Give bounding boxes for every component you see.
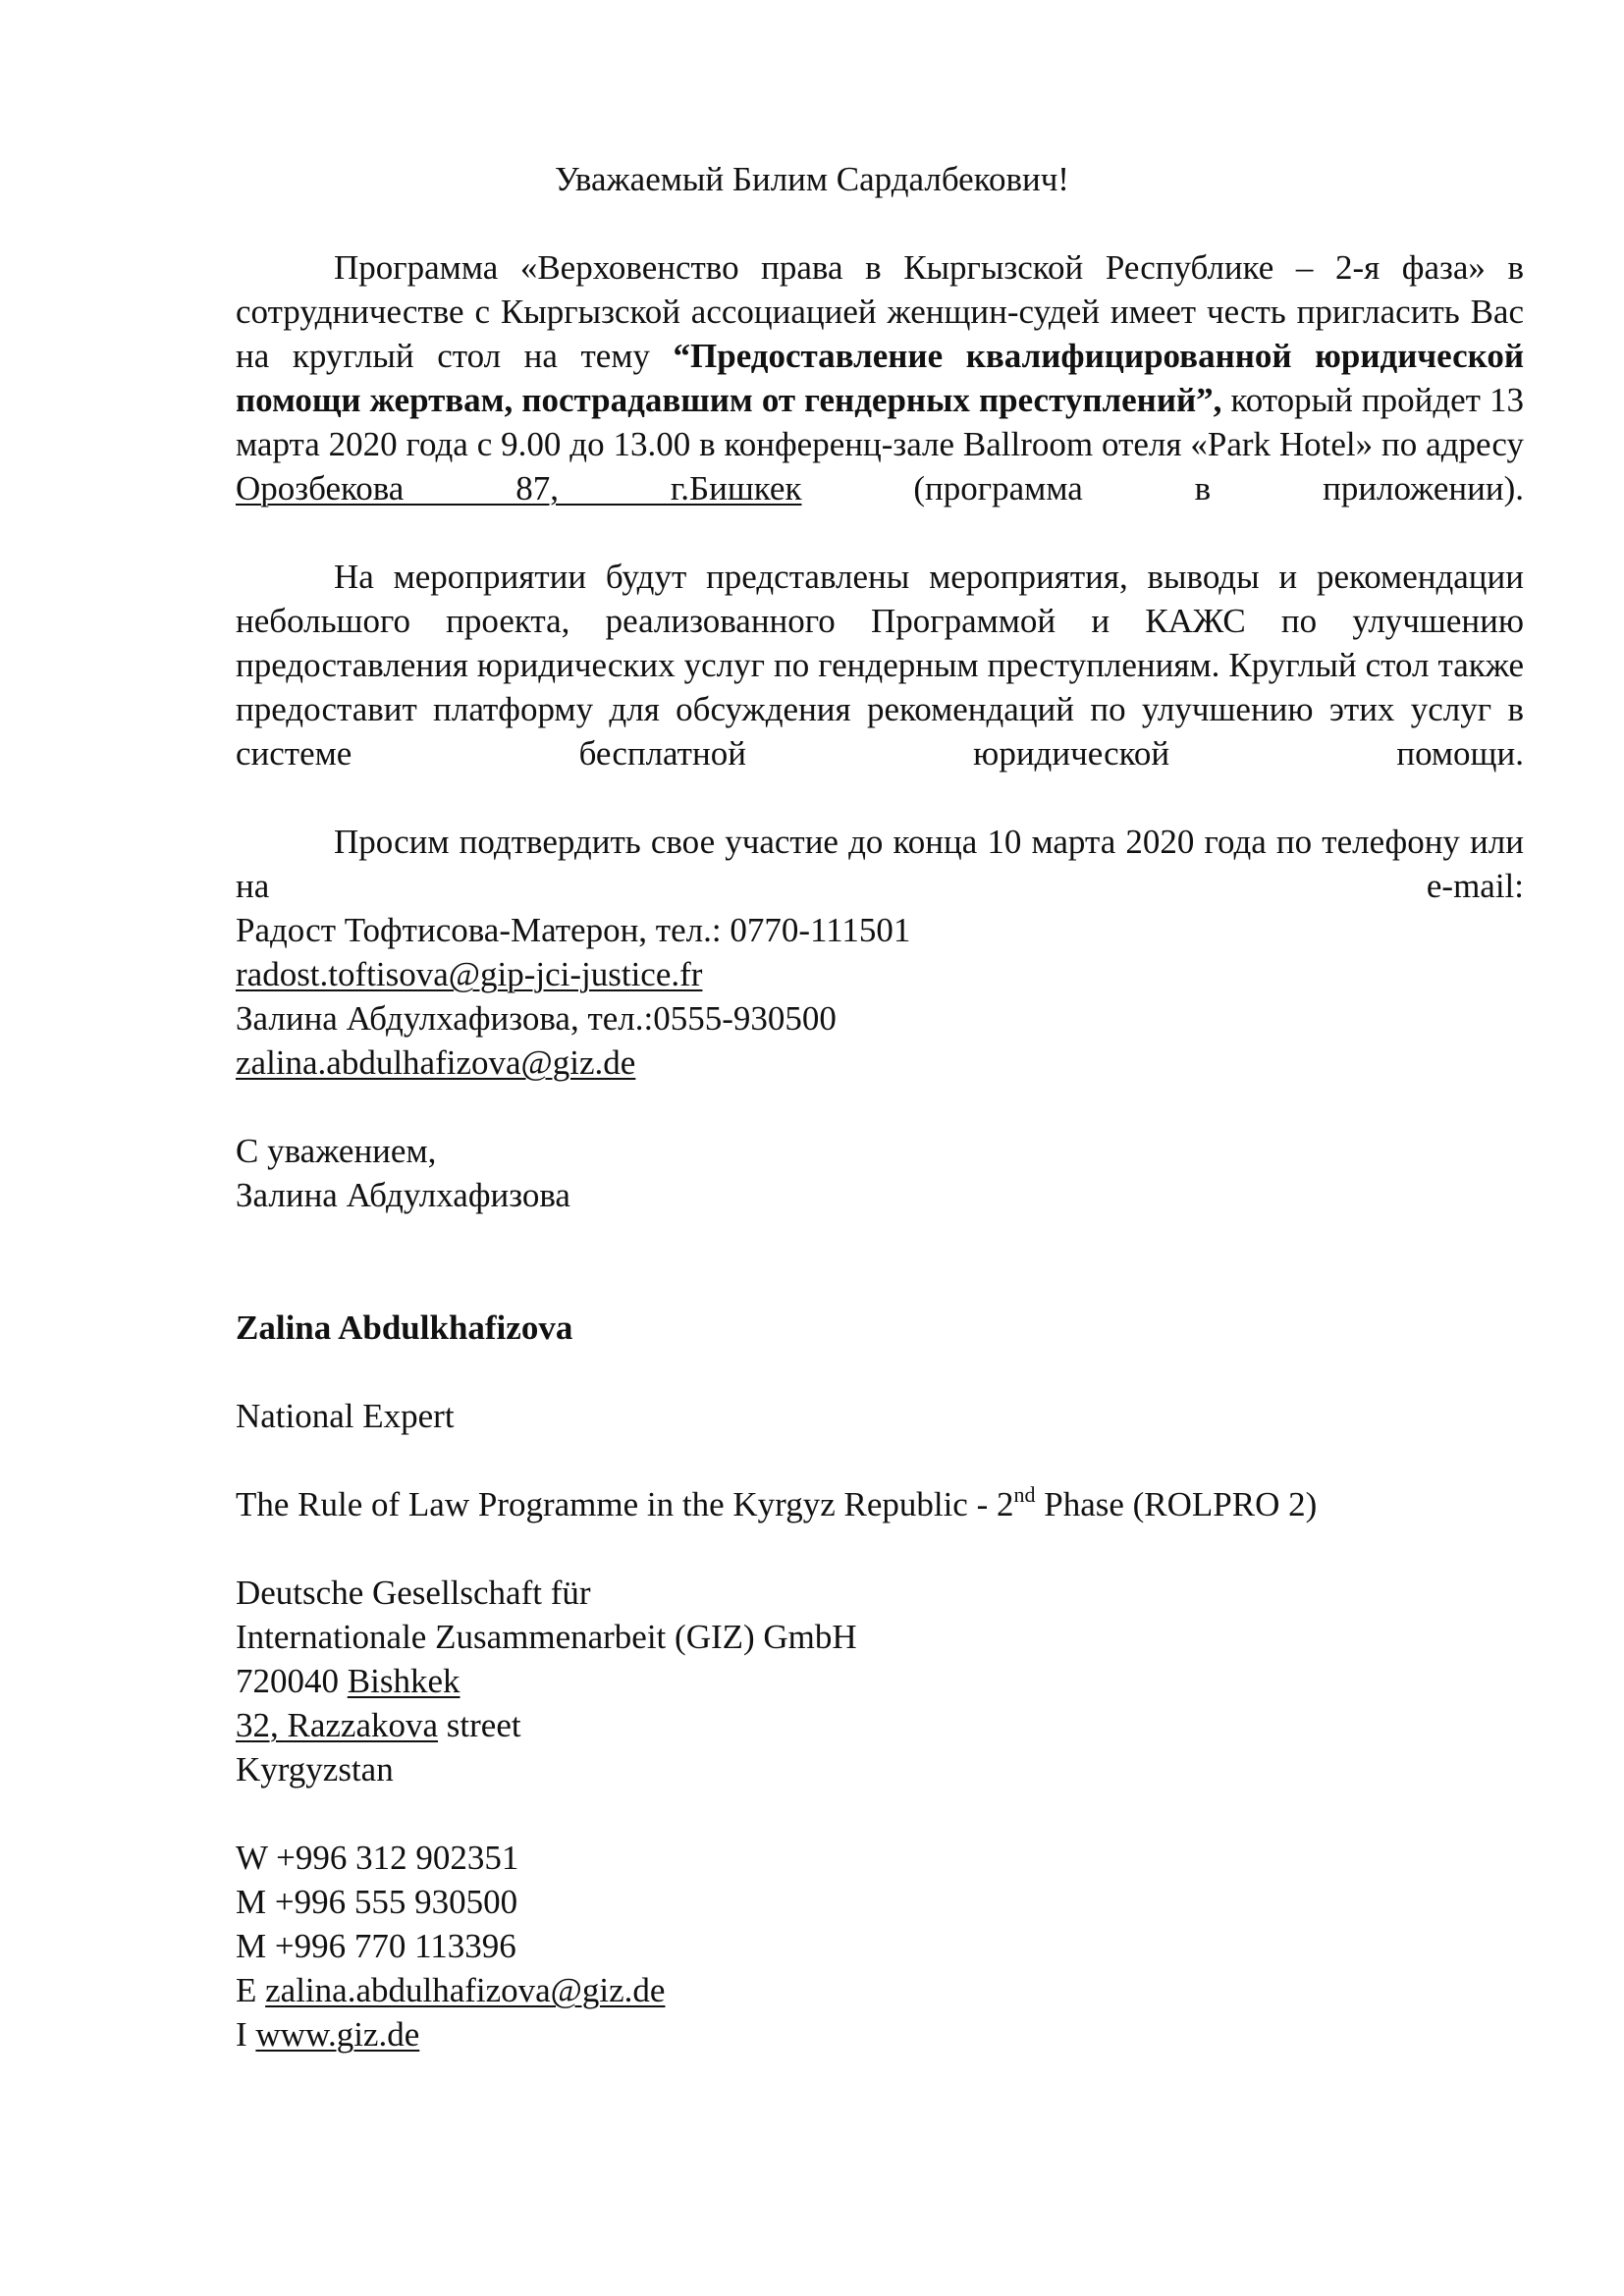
invitation-lead: Программа «Верховенство права в Кыргызской Республике – 2-я фаза» в сотрудничестве с Кыргызской ассоциацией женщин-судей имеет честь пригласить Вас на круглый стол на тему — [236, 248, 1524, 375]
signature-phone-work: W +996 312 902351 — [236, 1839, 519, 1877]
contact-zalina-phone: Залина Абдулхафизова, тел.:0555-930500 — [236, 999, 837, 1038]
event-details: который пройдет 13 марта 2020 года с 9.00 до 13.00 в конференц-зале Ballroom отеля «Park Hotel» по адресу — [236, 381, 1525, 463]
signature-email-link[interactable]: zalina.abdulhafizova@giz.de — [265, 1971, 666, 2009]
signature-org-line2: Internationale Zusammenarbeit (GIZ) GmbH — [236, 1618, 857, 1656]
program-note: (программа в приложении). — [913, 469, 1524, 507]
rsvp-paragraph: Просим подтвердить свое участие до конца 10 марта 2020 года по телефону или на e-mail: — [236, 823, 1524, 905]
signature-phone-mobile-2: M +996 770 113396 — [236, 1927, 516, 1965]
city-link[interactable]: Bishkek — [347, 1662, 460, 1700]
signature-city-line: 720040 Bishkek — [236, 1662, 460, 1700]
closing-name: Залина Абдулхафизова — [236, 1176, 570, 1214]
signature-name: Zalina Abdulkhafizova — [236, 1308, 573, 1347]
signature-street-line: 32, Razzakova street — [236, 1706, 521, 1744]
contact-radost-email-link[interactable]: radost.toftisova@gip-jci-justice.fr — [236, 955, 703, 993]
signature-position: National Expert — [236, 1397, 455, 1435]
signature-phone-mobile-1: M +996 555 930500 — [236, 1883, 518, 1921]
street-link[interactable]: 32, Razzakova — [236, 1706, 439, 1744]
contact-zalina-email-link[interactable]: zalina.abdulhafizova@giz.de — [236, 1043, 636, 1082]
signature-programme: The Rule of Law Programme in the Kyrgyz Republic - 2nd Phase (ROLPRO 2) — [236, 1482, 1318, 1523]
signature-web-line: I www.giz.de — [236, 2015, 420, 2054]
signature-org-line1: Deutsche Gesellschaft für — [236, 1574, 591, 1612]
salutation: Уважаемый Билим Сардалбекович! — [555, 160, 1069, 198]
closing-phrase: С уважением, — [236, 1132, 437, 1170]
signature-country: Kyrgyzstan — [236, 1750, 394, 1789]
invitation-paragraph — [236, 245, 1524, 510]
venue-address-link[interactable]: Орозбекова 87, г.Бишкек — [236, 469, 802, 507]
contact-radost-phone: Радост Тофтисова-Матерон, тел.: 0770-111501 — [236, 911, 911, 949]
signature-web-link[interactable]: www.giz.de — [255, 2015, 420, 2054]
roundtable-topic: “Предоставление квалифицированной юридической помощи жертвам, пострадавшим от гендерных преступлений”, — [236, 337, 1524, 419]
signature-email-line: E zalina.abdulhafizova@giz.de — [236, 1971, 666, 2009]
event-description-paragraph: На мероприятии будут представлены мероприятия, выводы и рекомендации небольшого проекта, реализованного Программой и КАЖС по улучшению предоставления юридических услуг по гендерным преступлениям. Круглый стол также предоставит платформу для обсуждения рекомендаций по улучшению этих услуг в системе бесплатной юридической помощи. — [236, 558, 1524, 773]
